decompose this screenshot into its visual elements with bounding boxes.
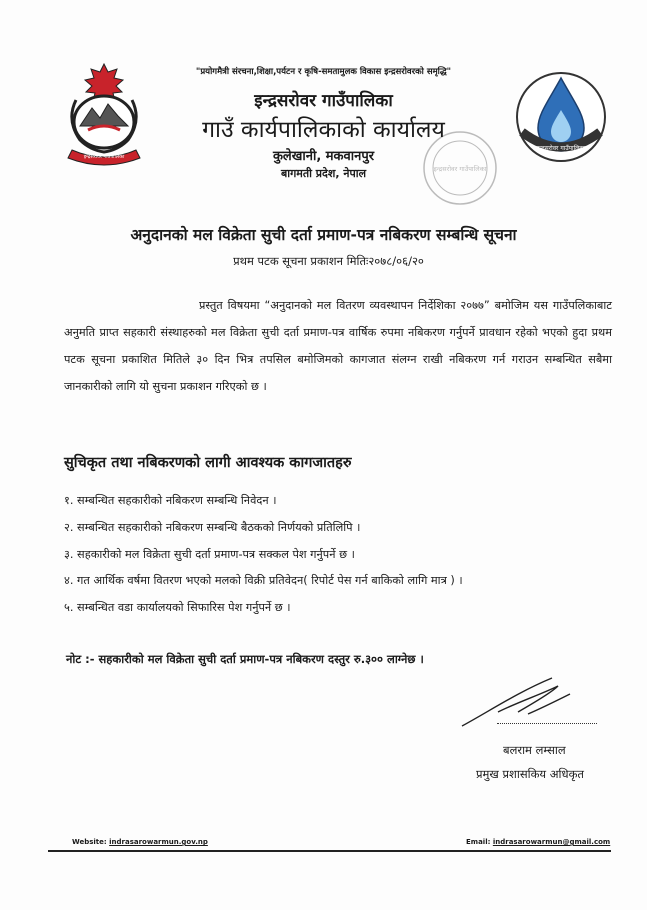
required-documents-list	[64, 488, 463, 622]
footer-divider	[48, 850, 611, 852]
office-name: गाउँ कार्यपालिकाको कार्यालय	[202, 117, 445, 143]
footer-website	[72, 838, 208, 846]
signature-line	[497, 723, 597, 724]
notice-body: प्रस्तुत विषयमा “अनुदानको मल वितरण व्यवस्थापन निर्देशिका २०७७” बमोजिम यस गाउँपलिकाबाट अनुमति प्राप्त सहकारी संस्थाहरुको मल विक्रेता सुची दर्ता प्रमाण-पत्र वार्षिक रुपमा नबिकरण गर्नुपर्ने प्रावधान रहेको भएको हुदा प्रथम पटक सूचना प्रकाशित मितिले ३० दिन भित्र तपसिल बमोजिमको कागजात संलग्न राखी नबिकरण गर्न गराउन सम्बन्धित सबैमा जानकारीको लागि यो सुचना प्रकाशन गरिएको छ ।	[64, 299, 612, 393]
list-item: २. सम्बन्धित सहकारीको नबिकरण सम्बन्धि बैठकको निर्णयको प्रतिलिपि ।	[64, 520, 361, 534]
municipality-name: इन्द्रसरोवर गाउँपालिका	[254, 91, 393, 111]
list-item: ४. गत आर्थिक वर्षमा वितरण भएको मलको विक्री प्रतिवेदन( रिपोर्ट पेस गर्न बाकिको लागि मात्र ) ।	[64, 574, 463, 588]
slogan: "प्रयोगमैत्री संरचना,शिक्षा,पर्यटन र कृषि-समतामुलक विकास इन्द्रसरोवरको समृद्धि"	[195, 67, 452, 77]
stamp-text: इन्द्रसरोवर गाउँपालिका	[433, 165, 487, 173]
emblem-ribbon-text: इन्द्रसरोवर गाउँपालिका	[83, 154, 125, 160]
signature-icon	[458, 672, 578, 730]
website-label: Website:	[72, 838, 110, 846]
notice-title: अनुदानको मल विक्रेता सुची दर्ता प्रमाण-पत्र नबिकरण सम्बन्धि सूचना	[130, 226, 517, 244]
footer-email	[466, 838, 610, 846]
email-label: Email:	[466, 838, 493, 846]
signatory-designation: प्रमुख प्रशासकिय अधिकृत	[476, 767, 584, 781]
signatory-name: बलराम लम्साल	[503, 743, 566, 757]
publication-date: प्रथम पटक सूचना प्रकाशन मितिः२०७८/०६/२०	[233, 254, 424, 268]
logo-ring-text: इन्द्रसरोवर गाउँपालिका	[536, 145, 586, 152]
list-item: १. सम्बन्धित सहकारीको नबिकरण सम्बन्धि निवेदन ।	[64, 494, 277, 507]
list-item: ३. सहकारीको मल विक्रेता सुची दर्ता प्रमाण-पत्र सक्कल पेश गर्नुपर्ने छ ।	[64, 547, 355, 561]
address-line-1: कुलेखानी, मकवानपुर	[272, 149, 375, 164]
list-item: ५. सम्बन्धित वडा कार्यालयको सिफारिस पेश गर्नुपर्ने छ ।	[64, 601, 291, 615]
fee-note: नोट :- सहकारीको मल विक्रेता सुची दर्ता प्रमाण-पत्र नबिकरण दस्तुर रु.३०० लाग्नेछ ।	[66, 652, 424, 666]
website-link[interactable]: indrasarowarmun.gov.np	[109, 838, 208, 846]
email-link[interactable]: indrasarowarmun@gmail.com	[492, 838, 611, 846]
documents-heading: सुचिकृत तथा नबिकरणको लागी आवश्यक कागजातहरु	[64, 455, 352, 471]
address-line-2: बागमती प्रदेश, नेपाल	[280, 167, 367, 180]
